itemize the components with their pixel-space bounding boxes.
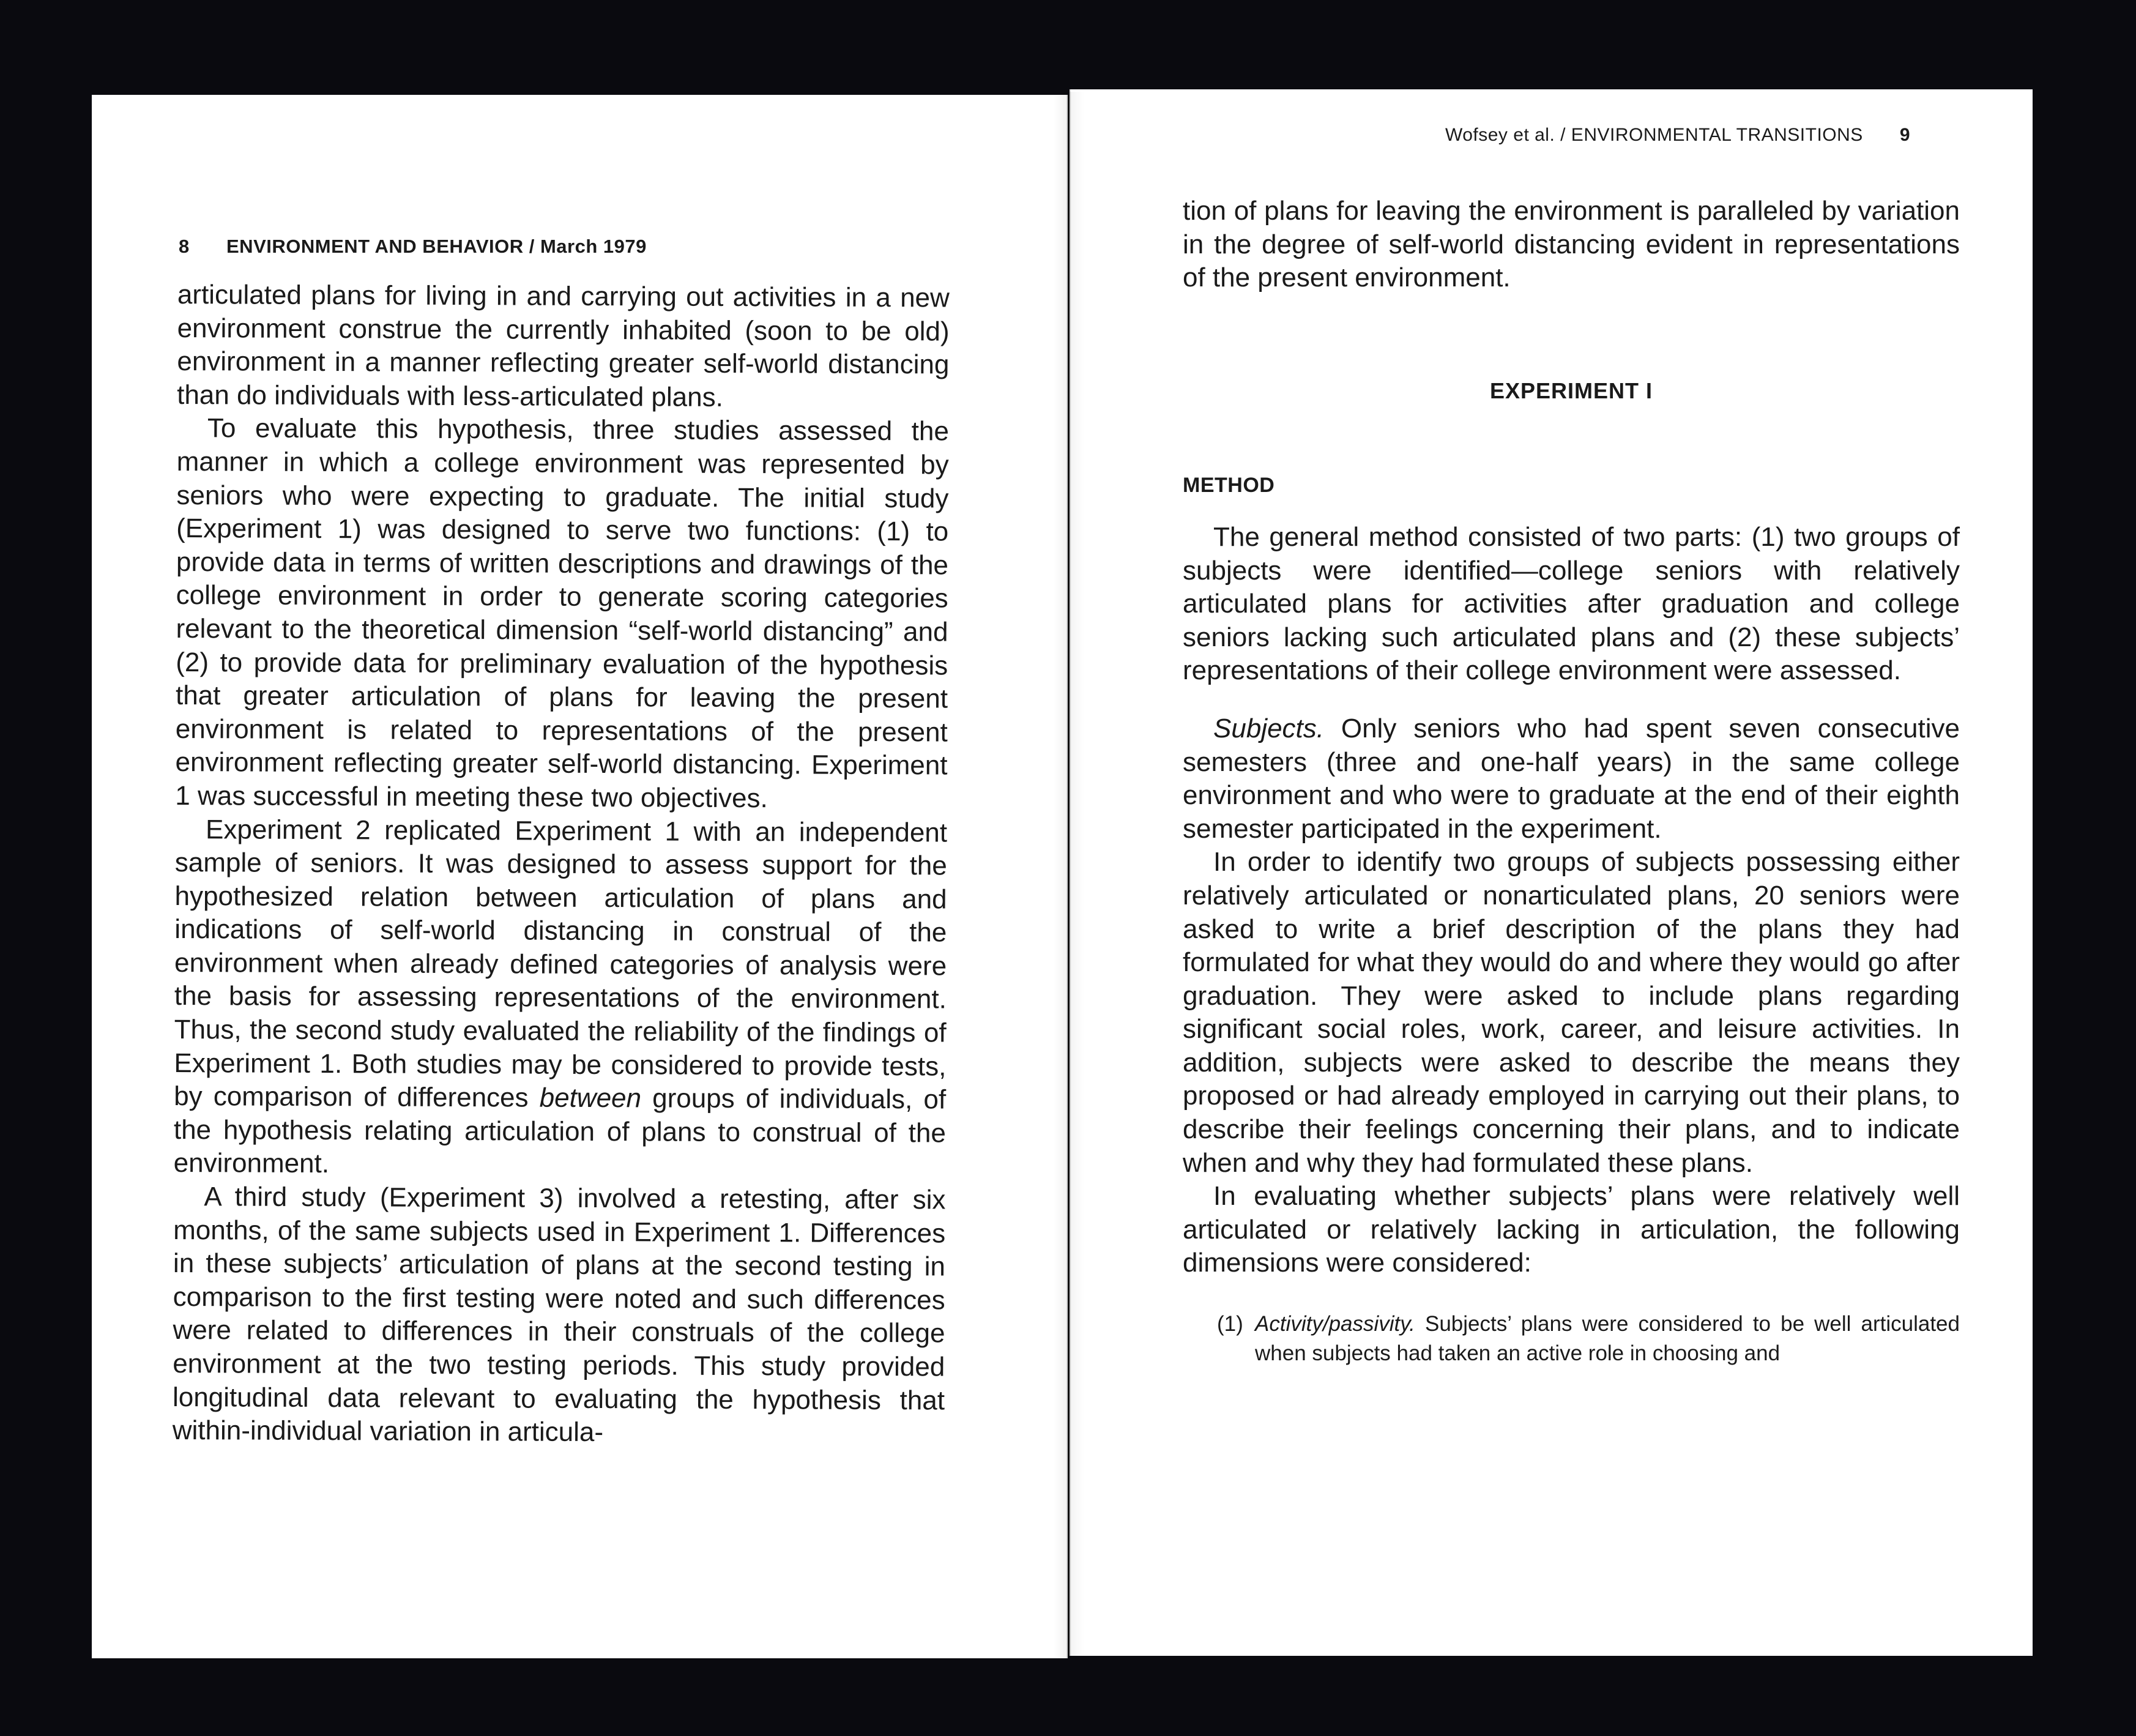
journal-title: ENVIRONMENT AND BEHAVIOR / March 1979 [226,236,647,257]
right-text-column [1183,195,1960,1368]
list-item-activity-passivity [1183,1309,1960,1368]
left-page [92,95,1068,1658]
left-running-head [179,236,647,258]
paragraph-subjects [1183,712,1960,846]
article-running-title: Wofsey et al. / ENVIRONMENTAL TRANSITIONS [1445,125,1863,145]
paragraph-identify-groups: In order to identify two groups of subjects possessing either relatively articulated or nonarticulated plans, 20 seniors were asked to write a brief description of the plans they had formulated for what they would do and where they would go after graduation. They were asked to include plans regarding significant social roles, work, career, and leisure activities. In addition, subjects were asked to describe the means they proposed or had already employed in carrying out their plans, to describe their feelings concerning their plans, and to indicate when and why they had formulated these plans. [1183,847,1960,1178]
paragraph-evaluating-plans: In evaluating whether subjects’ plans were relatively well articulated or relatively lacking in articulation, the following dimensions were considered: [1183,1181,1960,1278]
paragraph-experiment-2 [174,813,948,1183]
page-number-right: 9 [1899,125,1910,145]
section-heading-experiment-1: EXPERIMENT I [1489,378,1653,403]
list-item-number: (1) [1217,1312,1243,1336]
paragraph-continuation-right: tion of plans for leaving the environment is paralleled by variation in the degree of self-world distancing evident in representations of the present environment. [1183,196,1960,293]
paragraph-general-method: The general method consisted of two parts: (1) two groups of subjects were identified—college seniors with relatively articulated plans for activities after graduation and college seniors lacking such articulated plans and (2) these subjects’ representations of their college environment were assessed. [1183,521,1960,686]
run-in-heading-subjects: Subjects. [1213,713,1324,743]
list-item-term: Activity/passivity. [1255,1312,1415,1336]
paragraph-gap [1183,688,1960,712]
paragraph-experiment-2-text: Experiment 2 replicated Experiment 1 with an independent sample of seniors. It was designed to assess support for the hypothesized relation between articulation of plans and indications of self-world distancing in construal of the environment when already defined categories of analysis were the basis for assessing representations of the environment. Thus, the second study evaluated the reliability of the findings of Experiment 1. Both studies may be considered to provide tests, by comparison of differences [174,814,948,1113]
list-item-text: Subjects’ plans were considered to be well articulated when subjects had taken an active role in choosing and [1255,1312,1960,1366]
paragraph-experiment-2-text-end: groups of individuals, of the hypothesis relating articulation of plans to construal of the environment. [173,1083,947,1179]
paragraph-evaluate-hypothesis: To evaluate this hypothesis, three studies assessed the manner in which a college environment was represented by seniors who were expecting to graduate. The initial study (Experiment 1) was designed to serve two functions: (1) to provide data in terms of written descriptions and drawings of the college environment in order to generate scoring categories relevant to the theoretical dimension “self-world distancing” and (2) to provide data for preliminary evaluation of the hypothesis that greater articulation of plans for leaving the present environment is related to representations of the present environment reflecting greater self-world distancing. Experiment 1 was successful in meeting these two objectives. [175,413,950,814]
right-running-head [1445,125,1910,146]
subsection-heading-method: METHOD [1183,474,1275,497]
right-page [1070,89,2033,1656]
left-text-column [173,278,950,1451]
paragraph-experiment-3: A third study (Experiment 3) involved a retesting, after six months, of the same subjects used in Experiment 1. Differences in these subjects’ articulation of plans at the second testing in comparison to the first testing were noted and such differences were related to differences in their construals of the college environment at the two testing periods. This study provided longitudinal data relevant to evaluating the hypothesis that within-individual variation in articula- [172,1182,946,1448]
emphasis-between: between [539,1082,642,1114]
paragraph-subjects-text: Only seniors who had spent seven consecutive semesters (three and one-half years) in the same college environment and who were to graduate at the end of their eighth semester participated in the experiment. [1183,713,1960,844]
page-number-left: 8 [179,236,190,257]
paragraph-continuation: articulated plans for living in and carrying out activities in a new environment construe the currently inhabited (soon to be old) environment in a manner reflecting greater self-world distancing than do individuals with less-articulated plans. [177,279,950,412]
